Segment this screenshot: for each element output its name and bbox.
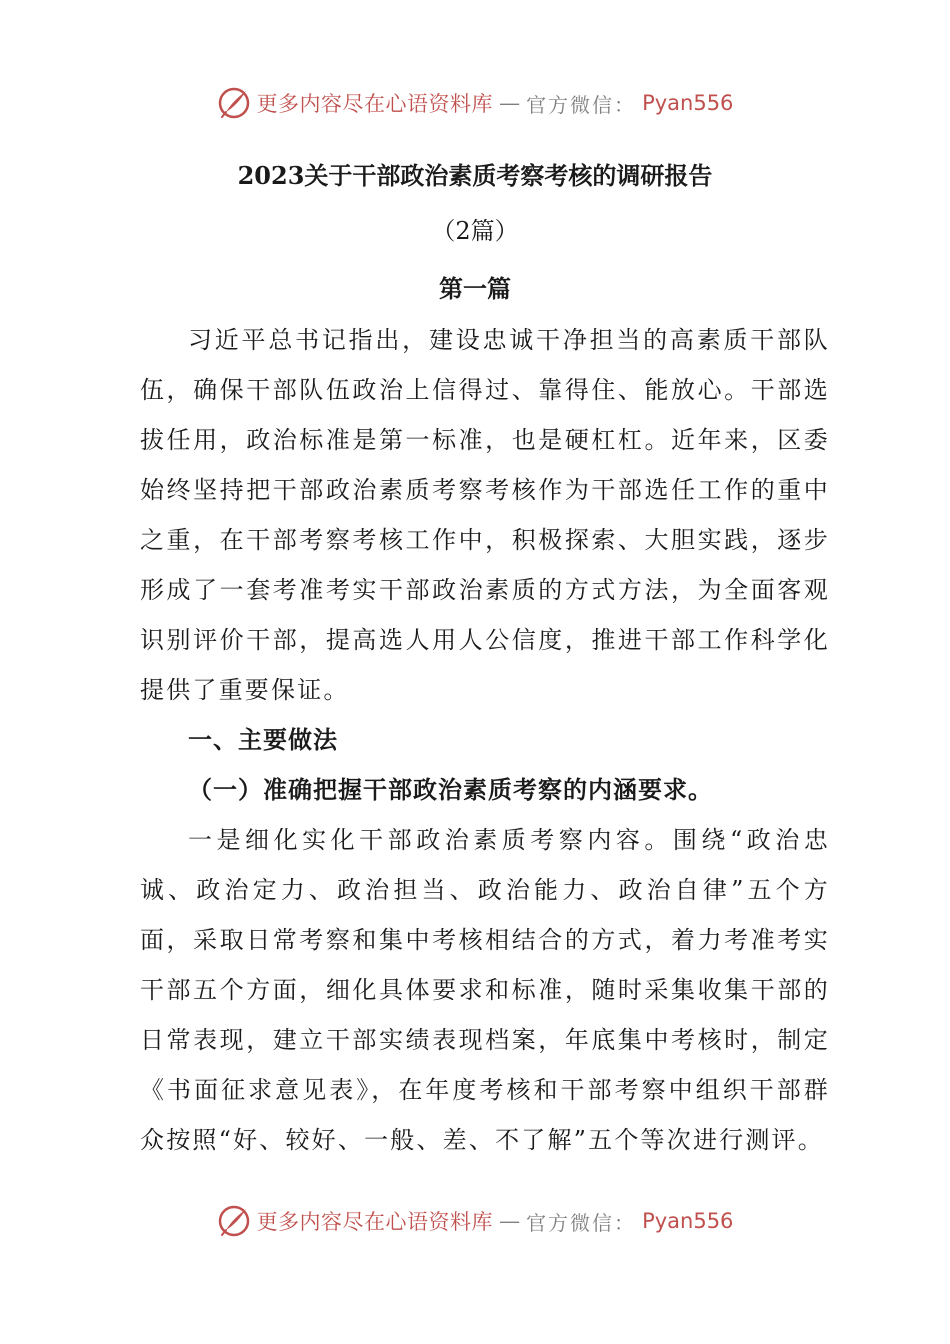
- watermark-main-text: 更多内容尽在心语资料库: [256, 92, 494, 116]
- watermark-header: [0, 81, 950, 125]
- quill-logo-icon: [217, 1204, 251, 1238]
- body-paragraph: 一是细化实化干部政治素质考察内容。围绕“政治忠诚、政治定力、政治担当、政治能力、政治自律”五个方面，采取日常考察和集中考核相结合的方式，着力考准考实干部五个方面，细化具体要求和标准，随时采集收集干部的日常表现，建立干部实绩表现档案，年底集中考核时，制定《书面征求意见表》，在年度考核和干部考察中组织干部群众按照“好、较好、一般、差、不了解”五个等次进行测评。: [140, 826, 830, 1154]
- watermark-separator: —: [499, 1209, 521, 1233]
- document-title: 2023关于干部政治素质考察考核的调研报告: [237, 161, 713, 190]
- document-body: [140, 315, 830, 1165]
- quill-logo-icon: [217, 86, 251, 120]
- part-heading: 第一篇: [439, 274, 511, 303]
- intro-paragraph: 习近平总书记指出，建设忠诚干净担当的高素质干部队伍，确保干部队伍政治上信得过、靠得住、能放心。干部选拔任用，政治标准是第一标准，也是硬杠杠。近年来，区委始终坚持把干部政治素质考察考核作为干部选任工作的重中之重，在干部考察考核工作中，积极探索、大胆实践，逐步形成了一套考准考实干部政治素质的方式方法，为全面客观识别评价干部，提高选人用人公信度，推进干部工作科学化提供了重要保证。: [140, 326, 830, 704]
- document-subtitle: （2篇）: [431, 217, 519, 245]
- watermark-footer: [0, 1199, 950, 1243]
- watermark-separator: —: [499, 91, 521, 115]
- watermark-sub-text: 官方微信：: [526, 1210, 637, 1235]
- watermark-wechat-id: Pyan556: [642, 1209, 734, 1233]
- section-heading: 一、主要做法: [188, 725, 338, 754]
- watermark-wechat-id: Pyan556: [642, 91, 734, 115]
- watermark-main-text: 更多内容尽在心语资料库: [256, 1210, 494, 1234]
- subsection-heading: （一）准确把握干部政治素质考察的内涵要求。: [188, 775, 713, 804]
- watermark-sub-text: 官方微信：: [526, 92, 637, 117]
